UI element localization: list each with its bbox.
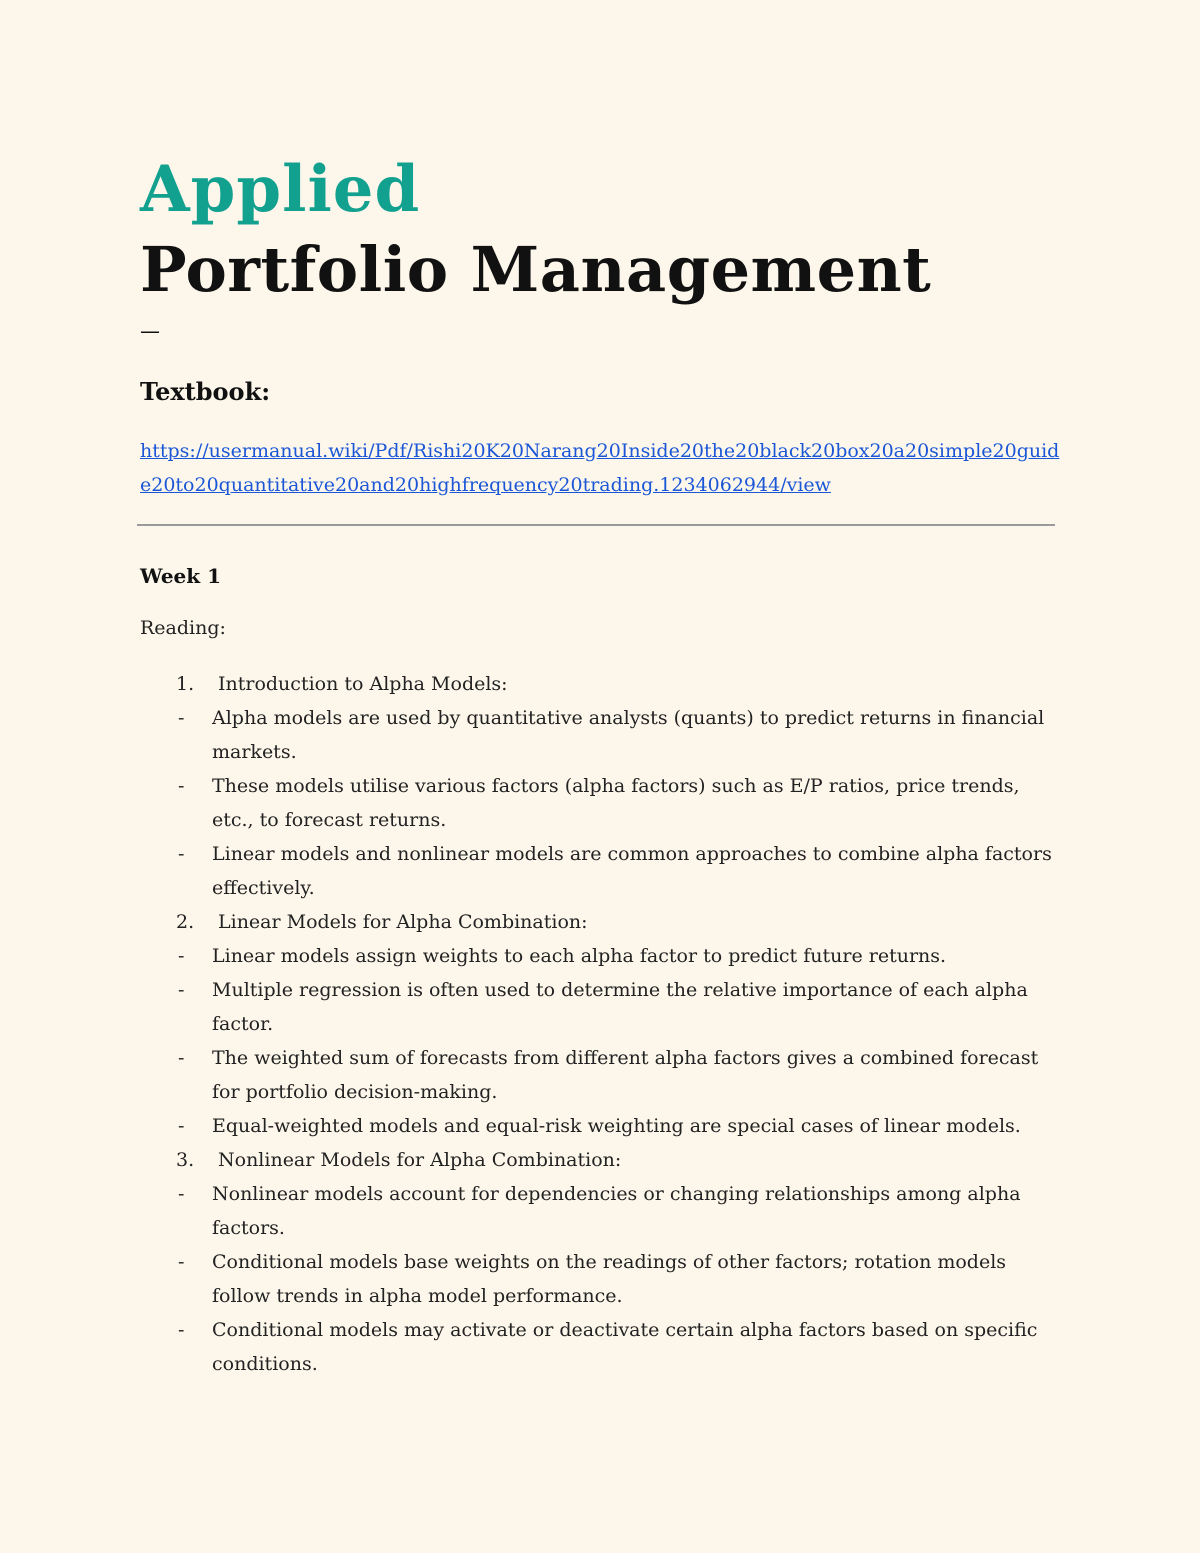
section-number: 2. [176,911,195,933]
bullet-marker: - [178,1115,185,1137]
page-title: Portfolio Management [140,233,932,306]
bullet-marker: - [178,1047,185,1069]
list-item [140,1245,1060,1313]
list-item [140,1041,1060,1109]
section-title [140,905,1060,939]
bullet-marker: - [178,707,185,729]
textbook-heading: Textbook: [140,377,271,406]
list-item [140,1109,1060,1143]
bullet-marker: - [178,1251,185,1273]
list-item-text: Alpha models are used by quantitative analysts (quants) to predict returns in financial markets. [212,707,1045,763]
list-item-text: Multiple regression is often used to determine the relative importance of each alpha factor. [212,979,1028,1035]
list-item [140,769,1060,837]
section-title-text: Nonlinear Models for Alpha Combination: [218,1149,622,1171]
list-item [140,837,1060,905]
document-page [140,150,1060,1381]
section-number: 3. [176,1149,195,1171]
list-item-text: Equal-weighted models and equal-risk weighting are special cases of linear models. [212,1115,1021,1137]
week-heading: Week 1 [140,564,222,588]
list-item-text: Nonlinear models account for dependencies or changing relationships among alpha factors. [212,1183,1021,1239]
list-item [140,701,1060,769]
textbook-link[interactable]: https://usermanual.wiki/Pdf/Rishi20K20Narang20Inside20the20black20box20a20simple20guide20to20quantitative20and20highfrequency20trading.1234062944/view [140,440,1060,496]
bullet-marker: - [178,1183,185,1205]
reading-label: Reading: [140,617,226,639]
list-item [140,1177,1060,1245]
list-item-text: The weighted sum of forecasts from different alpha factors gives a combined forecast for portfolio decision-making. [212,1047,1039,1103]
list-item-text: Linear models assign weights to each alpha factor to predict future returns. [212,945,947,967]
horizontal-divider [137,524,1055,526]
list-item-text: Conditional models base weights on the readings of other factors; rotation models follow trends in alpha model performance. [212,1251,1007,1307]
list-item-text: Conditional models may activate or deactivate certain alpha factors based on specific conditions. [212,1319,1038,1375]
list-item [140,1313,1060,1381]
bullet-marker: - [178,843,185,865]
list-item [140,973,1060,1041]
reading-list [140,667,1060,1381]
bullet-marker: - [178,1319,185,1341]
list-item [140,939,1060,973]
section-number: 1. [176,673,195,695]
bullet-marker: - [178,979,185,1001]
section-title [140,667,1060,701]
section-title-text: Introduction to Alpha Models: [218,673,508,695]
title-accent: Applied [140,152,421,227]
title-dash: — [140,319,160,343]
section-title-text: Linear Models for Alpha Combination: [218,911,588,933]
list-item-text: These models utilise various factors (alpha factors) such as E/P ratios, price trends, etc., to forecast returns. [212,775,1020,831]
bullet-marker: - [178,775,185,797]
list-item-text: Linear models and nonlinear models are common approaches to combine alpha factors effectively. [212,843,1052,899]
bullet-marker: - [178,945,185,967]
section-title [140,1143,1060,1177]
